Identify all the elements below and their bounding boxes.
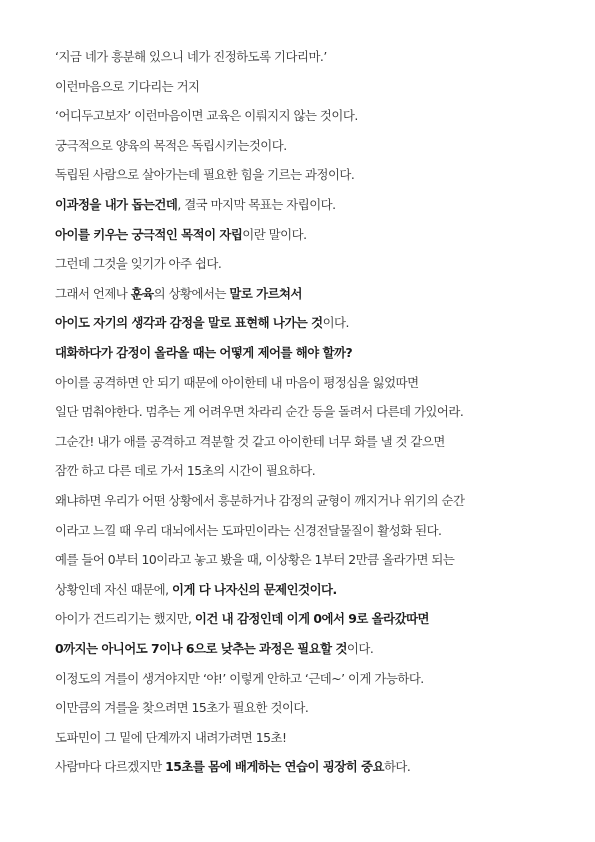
body-text: 이란 말이다. (242, 226, 307, 242)
text-line (55, 138, 585, 154)
text-line (55, 256, 585, 272)
text-line (55, 404, 585, 420)
body-text: 이만큼의 겨를을 찾으려면 15초가 필요한 것이다. (55, 700, 309, 716)
text-line (55, 315, 585, 331)
body-text: 일단 멈춰야한다. 멈추는 게 어려우면 차라리 순간 등을 돌려서 다른데 가있어라. (55, 404, 464, 420)
text-line (55, 79, 585, 95)
body-text: 이다. (322, 315, 349, 331)
text-line (55, 463, 585, 479)
body-text: 잠깐 하고 다른 데로 가서 15초의 시간이 필요하다. (55, 463, 316, 479)
text-line (55, 700, 585, 716)
body-text: 이다. (346, 641, 374, 656)
text-line (55, 434, 585, 450)
body-text: 상황인데 자신 때문에, (55, 581, 172, 597)
text-line (55, 197, 585, 213)
body-text: 그순간! 내가 애를 공격하고 격분할 것 같고 아이한테 너무 화를 낼 것 같으면 (55, 433, 445, 449)
bold-text: 말로 가르쳐서 (229, 285, 302, 301)
text-line (55, 611, 585, 627)
body-text: 의 상황에서는 (153, 285, 230, 301)
body-text: 그래서 언제나 (55, 285, 131, 301)
body-text: ‘지금 네가 흥분해 있으니 네가 진정하도록 기다리마.’ (55, 49, 327, 64)
text-line (55, 49, 585, 65)
text-line (55, 375, 585, 391)
text-line (55, 552, 585, 568)
text-line (55, 523, 585, 539)
body-text: 이정도의 겨를이 생겨야지만 ‘야!’ 이렇게 안하고 ‘근데~’ 이게 가능하다. (55, 670, 424, 686)
body-text: 사람마다 다르겠지만 (55, 759, 166, 775)
text-line (55, 227, 585, 243)
bold-text: 15초를 몸에 배게하는 연습이 굉장히 중요 (165, 759, 384, 775)
text-line (55, 759, 585, 775)
body-text: 궁극적으로 양육의 목적은 독립시키는것이다. (55, 137, 287, 153)
body-text: , 결국 마지막 목표는 자립이다. (177, 197, 336, 212)
bold-text: 아이도 자기의 생각과 감정을 말로 표현해 나가는 것 (55, 315, 323, 331)
body-text: 이런마음으로 기다리는 거지 (55, 78, 200, 94)
bold-text: 대화하다가 감정이 올라올 때는 어떻게 제어를 해야 할까? (55, 345, 353, 360)
body-text: 그런데 그것을 잊기가 아주 쉽다. (55, 256, 222, 272)
text-line (55, 167, 585, 183)
text-line (55, 671, 585, 687)
body-text: 하다. (383, 759, 411, 775)
text-line (55, 641, 585, 657)
bold-text: 훈육 (130, 285, 154, 301)
body-text: 이라고 느낄 때 우리 대뇌에서는 도파민이라는 신경전달물질이 활성화 된다. (55, 522, 442, 538)
text-line (55, 345, 585, 361)
text-line (55, 108, 585, 124)
body-text: ‘어디두고보자’ 이런마음이면 교육은 이뤄지지 않는 것이다. (55, 108, 358, 124)
body-text: 왜냐하면 우리가 어떤 상황에서 흥분하거나 감정의 균형이 깨지거나 위기의 순간 (55, 493, 465, 508)
bold-text: 이게 다 나자신의 문제인것이다. (171, 581, 337, 597)
body-text: 도파민이 그 밑에 단계까지 내려가려면 15초! (55, 729, 287, 745)
text-line (55, 582, 585, 598)
text-line (55, 286, 585, 302)
text-line (55, 730, 585, 746)
body-text: 아이가 건드리기는 했지만, (55, 611, 195, 627)
text-line (55, 493, 585, 509)
bold-text: 이과정을 내가 돕는건데 (55, 197, 178, 212)
bold-text: 0까지는 아니어도 7이나 6으로 낮추는 과정은 필요할 것 (55, 641, 347, 656)
body-text: 예를 들어 0부터 10이라고 놓고 봤을 때, 이상황은 1부터 2만큼 올라가면 되는 (55, 552, 455, 568)
bold-text: 이건 내 감정인데 이게 0에서 9로 올라갔따면 (194, 611, 430, 627)
body-text: 독립된 사람으로 살아가는데 필요한 힘을 기르는 과정이다. (55, 167, 355, 183)
body-text: 아이를 공격하면 안 되기 때문에 아이한테 내 마음이 평정심을 잃었따면 (55, 374, 419, 390)
bold-text: 아이를 키우는 궁극적인 목적이 자립 (55, 226, 243, 242)
